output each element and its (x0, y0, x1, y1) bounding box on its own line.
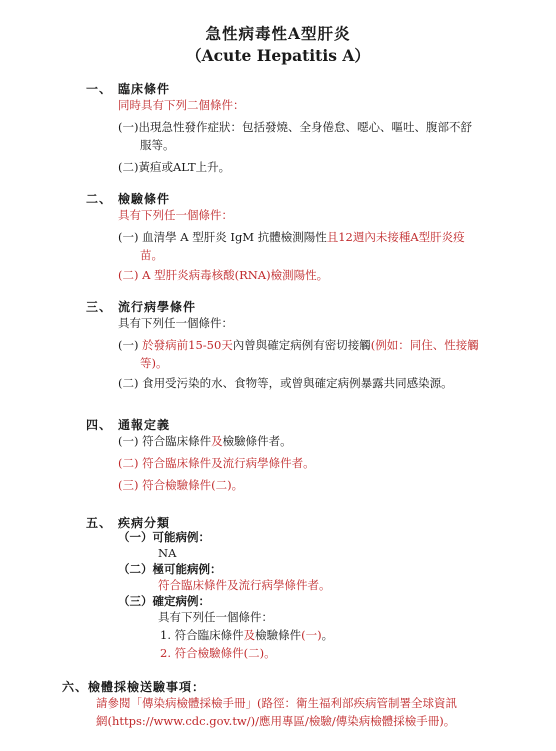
title-chinese: 急性病毒性A型肝炎 (205, 24, 351, 43)
case-confirmed-item-1: 1. 符合臨床條件及檢驗條件(一)。 (160, 628, 334, 642)
section-2-item-1: (一) 血清學 A 型肝炎 IgM 抗體檢測陽性且12週內未接種A型肝炎疫 (118, 230, 465, 244)
section-3-item-2: (二) 食用受污染的水、食物等，或曾與確定病例暴露共同感染源。 (118, 376, 453, 390)
case-possible-label: （一）可能病例： (118, 530, 210, 544)
section-2-item-2: (二) A 型肝炎病毒核酸(RNA)檢測陽性。 (118, 268, 329, 282)
section-1-item-1: (一)出現急性發作症狀：包括發燒、全身倦怠、噁心、嘔吐、腹部不舒 (118, 120, 472, 134)
section-5-heading: 五、 疾病分類 (86, 516, 171, 530)
section-1-heading: 一、 臨床條件 (86, 82, 171, 96)
section-6-line-1: 請參閱「傳染病檢體採檢手冊」(路徑：衛生福利部疾病管制署全球資訊 (96, 696, 457, 710)
section-3-item-1: (一) 於發病前15-50天內曾與確定病例有密切接觸(例如：同住、性接觸 (118, 338, 479, 352)
case-probable-label: （二）極可能病例： (118, 562, 222, 576)
case-confirmed-item-2: 2. 符合檢驗條件(二)。 (160, 646, 276, 660)
section-2-heading: 二、 檢驗條件 (86, 192, 171, 206)
case-confirmed-label: （三）確定病例： (118, 594, 210, 608)
section-3-intro: 具有下列任一個條件： (118, 316, 233, 330)
section-6-line-2: 網(https://www.cdc.gov.tw/)/應用專區/檢驗/傳染病檢體採檢手冊)。 (96, 714, 456, 728)
case-probable-value: 符合臨床條件及流行病學條件者。 (158, 578, 331, 592)
section-2-intro: 具有下列任一個條件： (118, 208, 233, 222)
title-english: （Acute Hepatitis A） (186, 46, 370, 65)
section-6-heading: 六、檢體採檢送驗事項： (62, 680, 206, 694)
section-2-item-1-cont: 苗。 (140, 248, 163, 262)
section-1-item-2: (二)黃疸或ALT上升。 (118, 160, 231, 174)
section-3-item-1-cont: 等)。 (140, 356, 168, 370)
section-4-item-2: (二) 符合臨床條件及流行病學條件者。 (118, 456, 315, 470)
case-possible-value: NA (158, 546, 177, 560)
section-4-item-3: (三) 符合檢驗條件(二)。 (118, 478, 244, 492)
section-4-item-1: (一) 符合臨床條件及檢驗條件者。 (118, 434, 292, 448)
section-1-item-1-cont: 服等。 (140, 138, 175, 152)
section-1-intro: 同時具有下列二個條件： (118, 98, 245, 112)
section-3-heading: 三、 流行病學條件 (86, 300, 197, 314)
section-4-heading: 四、 通報定義 (86, 418, 171, 432)
case-confirmed-intro: 具有下列任一個條件： (158, 610, 273, 624)
